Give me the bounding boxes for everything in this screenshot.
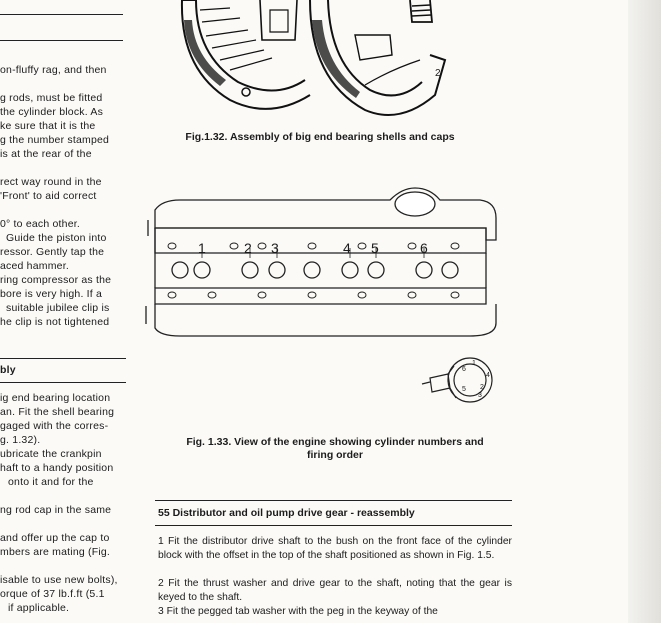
left-line: gaged with the corres- (0, 420, 109, 432)
left-line: he clip is not tightened (0, 316, 110, 328)
left-line: bore is very high. If a (0, 288, 103, 300)
left-line: on-fluffy rag, and then (0, 64, 107, 76)
section-55-top-rule (155, 500, 512, 501)
left-line: g rods, must be fitted (0, 92, 103, 104)
cylinder-number-4: 4 (343, 240, 351, 256)
left-line: haft to a handy position (0, 462, 114, 474)
section-55-paragraph-2: 2 Fit the thrust washer and drive gear to the shaft, noting that the gear is keyed to the shaft. (158, 578, 512, 603)
left-line: the cylinder block. As (0, 106, 104, 118)
left-section-heading: bly (0, 364, 16, 376)
cylinder-number-3: 3 (271, 240, 279, 256)
figure-132-caption: Fig.1.32. Assembly of big end bearing shells and caps (185, 131, 455, 143)
distributor-illustration (420, 348, 500, 418)
section-55-heading: 55 Distributor and oil pump drive gear - reassembly (158, 507, 415, 519)
left-line: ng rod cap in the same (0, 504, 112, 516)
left-line: and offer up the cap to (0, 532, 110, 544)
section-rule-2 (0, 382, 126, 383)
section-55-bottom-rule (155, 525, 512, 526)
distributor-number-2: 2 (480, 384, 485, 391)
left-line: suitable jubilee clip is (6, 302, 110, 314)
cylinder-number-6: 6 (420, 240, 428, 256)
left-line: g. 1.32). (0, 434, 41, 446)
distributor-number-3: 3 (478, 392, 483, 399)
cylinder-number-5: 5 (371, 240, 379, 256)
left-line: ring compressor as the (0, 274, 112, 286)
distributor-number-4: 4 (486, 372, 491, 379)
left-line: 'Front' to aid correct (0, 190, 97, 202)
top-rule (0, 14, 123, 15)
left-line: mbers are mating (Fig. (0, 546, 111, 558)
left-line: isable to use new bolts), (0, 574, 118, 586)
section-55-paragraph-1: 1 Fit the distributor drive shaft to the bush on the front face of the cylinder block with the offset in the top of the shaft positioned as shown in Fig. 1.5. (158, 536, 512, 561)
left-line: aced hammer. (0, 260, 69, 272)
left-line: orque of 37 lb.f.ft (5.1 (0, 588, 105, 600)
left-line: ressor. Gently tap the (0, 246, 105, 258)
page-edge-shadow (628, 0, 661, 623)
figure-133-caption-line-2: firing order (306, 449, 363, 461)
left-line: rect way round in the (0, 176, 102, 188)
figure-132-part-label: 2 (435, 68, 441, 79)
section-rule (0, 358, 126, 359)
left-line: if applicable. (8, 602, 70, 614)
left-line: onto it and for the (8, 476, 94, 488)
left-line: Guide the piston into (6, 232, 107, 244)
left-line: 0° to each other. (0, 218, 80, 230)
left-line: ke sure that it is the (0, 120, 96, 132)
figure-132-illustration (160, 0, 460, 125)
figure-133-caption-line-1: Fig. 1.33. View of the engine showing cylinder numbers and (186, 436, 484, 448)
cylinder-number-2: 2 (244, 240, 252, 256)
top-rule-2 (0, 40, 123, 41)
left-line: is at the rear of the (0, 148, 92, 160)
distributor-number-5: 5 (462, 386, 467, 393)
figure-133-illustration (140, 178, 500, 338)
left-line: ubricate the crankpin (0, 448, 102, 460)
cylinder-number-1: 1 (198, 240, 206, 256)
left-line: g the number stamped (0, 134, 110, 146)
left-line: an. Fit the shell bearing (0, 406, 115, 418)
distributor-number-6: 6 (462, 366, 467, 373)
left-line: ig end bearing location (0, 392, 111, 404)
distributor-number-1: 1 (472, 360, 477, 367)
section-55-paragraph-3: 3 Fit the pegged tab washer with the peg in the keyway of the (158, 606, 438, 617)
